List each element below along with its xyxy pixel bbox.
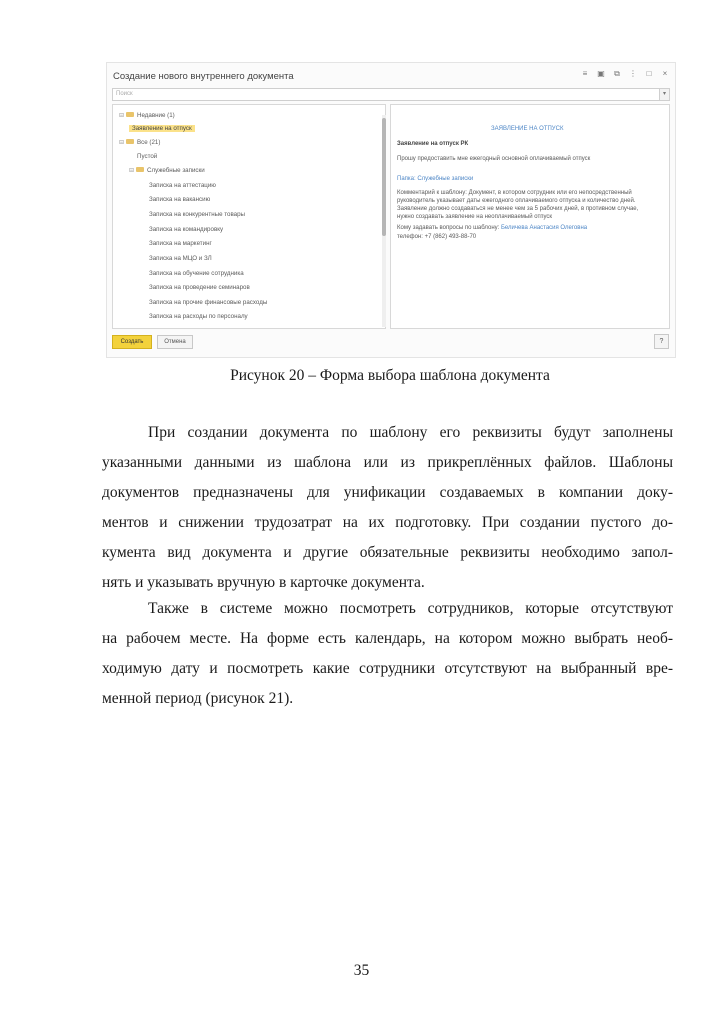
text-line: ментов и снижении трудозатрат на их подготовку. При создании пустого до-	[102, 514, 673, 531]
search-input[interactable]: Поиск	[112, 88, 660, 101]
window-title: Создание нового внутреннего документа	[113, 71, 294, 82]
cancel-button[interactable]: Отмена	[157, 335, 193, 349]
tree-item[interactable]: Записка на прочие финансовые расходы	[149, 299, 268, 306]
tree-item[interactable]: Пустой	[137, 153, 158, 160]
preview-folder: Папка: Служебные записки	[397, 176, 474, 182]
folder-link[interactable]: Служебные записки	[417, 176, 474, 182]
more-icon[interactable]: ⋮	[629, 69, 637, 78]
create-button[interactable]: Создать	[112, 335, 152, 349]
tree-item[interactable]: Записка на командировку	[149, 226, 224, 233]
tree-item[interactable]: ⊟ Все (21)	[119, 137, 160, 149]
tree-item[interactable]: Записка на маркетинг	[149, 240, 212, 247]
text-line: указанными данными из шаблона или из прикреплённых файлов. Шаблоны	[102, 454, 673, 471]
preview-contact: Кому задавать вопросы по шаблону: Беличева Анастасия Олеговна	[397, 225, 588, 231]
tree-scrollbar-thumb[interactable]	[382, 118, 386, 236]
collapse-icon[interactable]: ⊟	[129, 167, 135, 174]
text-line: документов предназначены для унификации создаваемых в компании доку-	[102, 484, 673, 501]
text-line: Также в системе можно посмотреть сотрудников, которые отсутствуют	[148, 600, 673, 617]
folder-icon	[136, 167, 144, 172]
template-preview	[390, 104, 670, 329]
close-icon[interactable]: ×	[662, 69, 668, 78]
tree-item[interactable]: Записка на МЦО и ЗЛ	[149, 255, 212, 262]
tree-item[interactable]: Записка на расходы по персоналу	[149, 313, 248, 320]
tree-item[interactable]: Записка на обучение сотрудника	[149, 270, 244, 277]
copy-window-icon[interactable]: ⧉	[614, 69, 620, 78]
collapse-icon[interactable]: ⊟	[119, 139, 125, 146]
maximize-icon[interactable]: □	[646, 69, 652, 78]
preview-comment-line: руководитель указывает даты ежегодного оплачиваемого отпуска и количество дней.	[397, 198, 636, 204]
collapse-icon[interactable]: ⊟	[119, 112, 125, 119]
preview-header-link[interactable]: ЗАЯВЛЕНИЕ НА ОТПУСК	[491, 126, 564, 132]
preview-comment-line: Комментарий к шаблону: Документ, в котором сотрудник или его непосредственный	[397, 190, 632, 196]
text-line: нять и указывать вручную в карточке документа.	[102, 574, 425, 591]
tree-item[interactable]: Записка на аттестацию	[149, 182, 216, 189]
preview-doc-title: Заявление на отпуск РК	[397, 141, 469, 147]
figure-caption: Рисунок 20 – Форма выбора шаблона документа	[230, 367, 550, 384]
folder-icon	[126, 112, 134, 117]
figure-screenshot	[106, 62, 676, 358]
text-line: на рабочем месте. На форме есть календарь, на котором можно выбрать необ-	[102, 630, 673, 647]
help-button[interactable]: ?	[654, 334, 669, 349]
contact-link[interactable]: Беличева Анастасия Олеговна	[500, 225, 588, 231]
window-controls	[581, 70, 669, 78]
text-line: кумента вид документа и другие обязательные реквизиты необходимо запол-	[102, 544, 673, 561]
paragraph-1	[102, 418, 673, 598]
preview-comment-line: Заявление должно создаваться не менее чем за 5 рабочих дней, в противном случае,	[397, 206, 639, 212]
text-line: менной период (рисунок 21).	[102, 690, 294, 707]
template-tree	[112, 104, 386, 329]
tree-item[interactable]: ⊟ Служебные записки	[129, 165, 205, 177]
link-icon[interactable]: ▣	[597, 69, 605, 78]
page-number: 35	[353, 962, 370, 979]
tree-item[interactable]: Записка на конкурентные товары	[149, 211, 246, 218]
tree-item[interactable]: ⊟ Недавние (1)	[119, 110, 175, 122]
paragraph-2	[102, 594, 673, 714]
preview-phone: телефон: +7 (862) 493-88-70	[397, 234, 477, 240]
tree-item-selected[interactable]: Заявление на отпуск	[129, 123, 195, 135]
text-line: ходимую дату и посмотреть какие сотрудники отсутствуют на выбранный вре-	[102, 660, 673, 677]
folder-icon	[126, 139, 134, 144]
preview-doc-body: Прошу предоставить мне ежегодный основной оплачиваемый отпуск	[397, 156, 591, 162]
search-dropdown-icon[interactable]: ▾	[659, 88, 670, 101]
menu-icon[interactable]: ≡	[582, 69, 588, 78]
tree-item[interactable]: Записка на проведение семинаров	[149, 284, 250, 291]
text-line: При создании документа по шаблону его реквизиты будут заполнены	[148, 424, 673, 441]
preview-comment-line: нужно создавать заявление на неоплачиваемый отпуск	[397, 214, 553, 220]
tree-item[interactable]: Записка на вакансию	[149, 196, 211, 203]
